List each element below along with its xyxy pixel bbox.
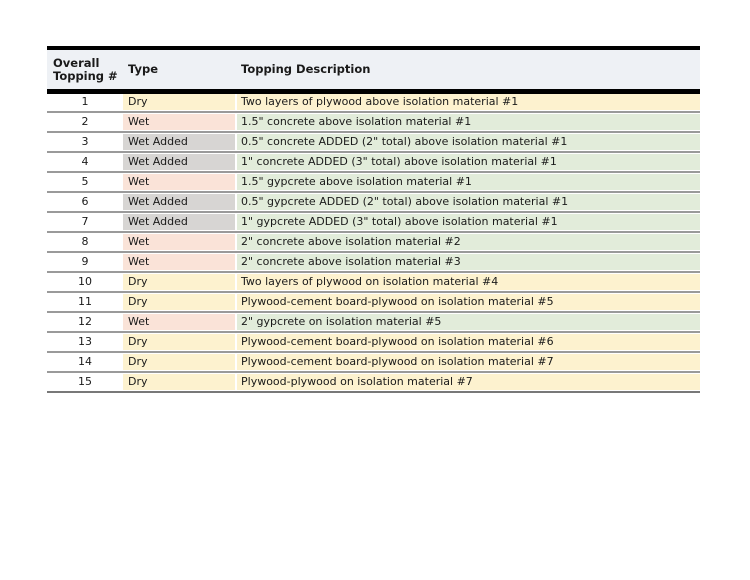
row-type-cell: Dry	[123, 94, 235, 110]
row-description-cell: 2" gypcrete on isolation material #5	[235, 314, 700, 330]
row-number-cell: 11	[47, 294, 123, 310]
row-divider	[47, 311, 700, 313]
row-description-cell: 0.5" concrete ADDED (2" total) above isolation material #1	[235, 134, 700, 150]
row-description-cell: Two layers of plywood above isolation material #1	[235, 94, 700, 110]
row-divider	[47, 291, 700, 293]
table-row	[47, 94, 700, 110]
row-description-cell: 1" gypcrete ADDED (3" total) above isolation material #1	[235, 214, 700, 230]
row-number-cell: 10	[47, 274, 123, 290]
row-divider	[47, 131, 700, 133]
row-type-cell: Wet	[123, 234, 235, 250]
row-number-cell: 15	[47, 374, 123, 390]
row-divider	[47, 171, 700, 173]
row-type-cell: Wet	[123, 314, 235, 330]
row-divider	[47, 151, 700, 153]
row-description-cell: 0.5" gypcrete ADDED (2" total) above isolation material #1	[235, 194, 700, 210]
row-description-cell: 1.5" gypcrete above isolation material #1	[235, 174, 700, 190]
row-divider	[47, 271, 700, 273]
row-divider	[47, 331, 700, 333]
row-type-cell: Wet Added	[123, 134, 235, 150]
row-number-cell: 8	[47, 234, 123, 250]
row-number-cell: 14	[47, 354, 123, 370]
table-row	[47, 274, 700, 290]
table-body	[47, 94, 700, 390]
row-type-cell: Wet	[123, 174, 235, 190]
table-row	[47, 114, 700, 130]
row-number-cell: 7	[47, 214, 123, 230]
table-row	[47, 314, 700, 330]
table-row	[47, 254, 700, 270]
row-description-cell: Plywood-cement board-plywood on isolation material #6	[235, 334, 700, 350]
table-row	[47, 354, 700, 370]
row-description-cell: 1" concrete ADDED (3" total) above isolation material #1	[235, 154, 700, 170]
row-number-cell: 3	[47, 134, 123, 150]
row-type-cell: Dry	[123, 274, 235, 290]
row-description-cell: 2" concrete above isolation material #3	[235, 254, 700, 270]
row-type-cell: Wet Added	[123, 194, 235, 210]
table-bottom-border	[47, 391, 700, 393]
row-type-cell: Dry	[123, 294, 235, 310]
row-description-cell: Plywood-cement board-plywood on isolation material #5	[235, 294, 700, 310]
table-row	[47, 374, 700, 390]
row-divider	[47, 191, 700, 193]
table-header	[47, 50, 700, 89]
row-description-cell: Two layers of plywood on isolation material #4	[235, 274, 700, 290]
column-header-topping-description: Topping Description	[241, 62, 371, 76]
table-row	[47, 194, 700, 210]
row-number-cell: 5	[47, 174, 123, 190]
table-row	[47, 234, 700, 250]
row-type-cell: Wet Added	[123, 214, 235, 230]
row-type-cell: Wet	[123, 254, 235, 270]
table-row	[47, 174, 700, 190]
row-number-cell: 13	[47, 334, 123, 350]
table-row	[47, 294, 700, 310]
table-row	[47, 154, 700, 170]
row-divider	[47, 111, 700, 113]
row-type-cell: Wet Added	[123, 154, 235, 170]
row-divider	[47, 211, 700, 213]
row-divider	[47, 371, 700, 373]
row-number-cell: 12	[47, 314, 123, 330]
column-header-type: Type	[128, 62, 159, 76]
row-divider	[47, 251, 700, 253]
column-header-overall-topping-number: Overall Topping #	[53, 55, 118, 83]
table-row	[47, 334, 700, 350]
table-row	[47, 214, 700, 230]
row-type-cell: Dry	[123, 374, 235, 390]
row-divider	[47, 351, 700, 353]
row-number-cell: 6	[47, 194, 123, 210]
row-type-cell: Dry	[123, 334, 235, 350]
row-number-cell: 1	[47, 94, 123, 110]
row-number-cell: 2	[47, 114, 123, 130]
row-number-cell: 4	[47, 154, 123, 170]
row-description-cell: Plywood-cement board-plywood on isolation material #7	[235, 354, 700, 370]
row-description-cell: 2" concrete above isolation material #2	[235, 234, 700, 250]
row-type-cell: Wet	[123, 114, 235, 130]
row-number-cell: 9	[47, 254, 123, 270]
row-divider	[47, 231, 700, 233]
row-description-cell: 1.5" concrete above isolation material #1	[235, 114, 700, 130]
row-description-cell: Plywood-plywood on isolation material #7	[235, 374, 700, 390]
table-row	[47, 134, 700, 150]
toppings-table	[47, 46, 700, 393]
row-type-cell: Dry	[123, 354, 235, 370]
